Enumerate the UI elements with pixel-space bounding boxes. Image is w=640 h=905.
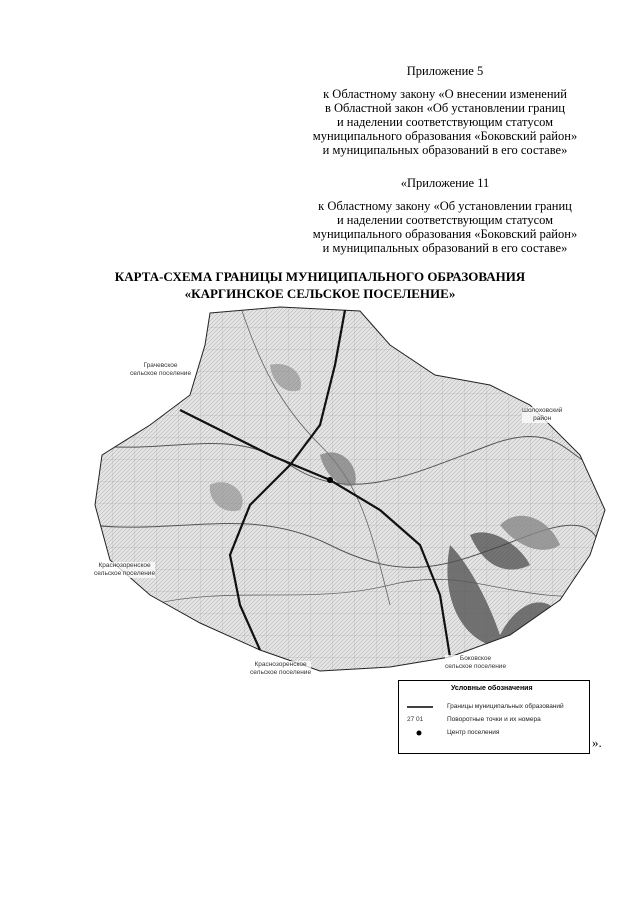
header-line: и наделении соответствующим статусом <box>336 115 554 129</box>
legend-item-text: Центр поселения <box>447 729 500 736</box>
legend-item-text: Границы муниципальных образований <box>447 703 564 710</box>
header-line: и муниципальных образований в его составе» <box>322 143 568 157</box>
map-graphic <box>90 305 610 675</box>
appendix-5-header <box>300 64 590 157</box>
header-line: в Областной закон «Об установлении границ <box>324 101 565 115</box>
boundary-map <box>90 305 610 675</box>
appendix-11-heading: «Приложение 11 <box>400 176 490 190</box>
map-title-line-2: «КАРГИНСКОЕ СЕЛЬСКОЕ ПОСЕЛЕНИЕ» <box>184 286 456 301</box>
map-label-w: Краснозоренское сельское поселение <box>94 562 156 577</box>
map-label-s: Краснозоренское сельское поселение <box>250 661 312 676</box>
map-legend <box>398 680 590 754</box>
settlement-center-dot <box>327 477 333 483</box>
boundary-line-icon <box>407 702 433 712</box>
header-line: муниципального образования «Боковский район» <box>312 129 578 143</box>
legend-item-text: Поворотные точки и их номера <box>447 716 541 723</box>
map-label-se: Боковское сельское поселение <box>445 655 507 670</box>
header-line: к Областному закону «О внесении изменений <box>323 87 567 101</box>
map-label-nw: Грачевское сельское поселение <box>130 362 192 377</box>
appendix-5-heading: Приложение 5 <box>406 64 484 78</box>
header-line: и муниципальных образований в его составе» <box>322 241 568 255</box>
header-line: муниципального образования «Боковский район» <box>312 227 578 241</box>
turning-point-symbol: 27 01 <box>407 716 424 723</box>
header-line: и наделении соответствующим статусом <box>336 213 554 227</box>
closing-quote: ». <box>592 735 602 750</box>
legend-title: Условные обозначения <box>451 685 533 692</box>
settlement-dot-icon <box>407 728 433 738</box>
map-label-ne: Шолоховский район <box>522 407 563 422</box>
map-title-line-1: КАРТА-СХЕМА ГРАНИЦЫ МУНИЦИПАЛЬНОГО ОБРАЗОВАНИЯ <box>114 269 526 284</box>
appendix-11-header <box>300 176 590 255</box>
header-line: к Областному закону «Об установлении границ <box>318 199 572 213</box>
